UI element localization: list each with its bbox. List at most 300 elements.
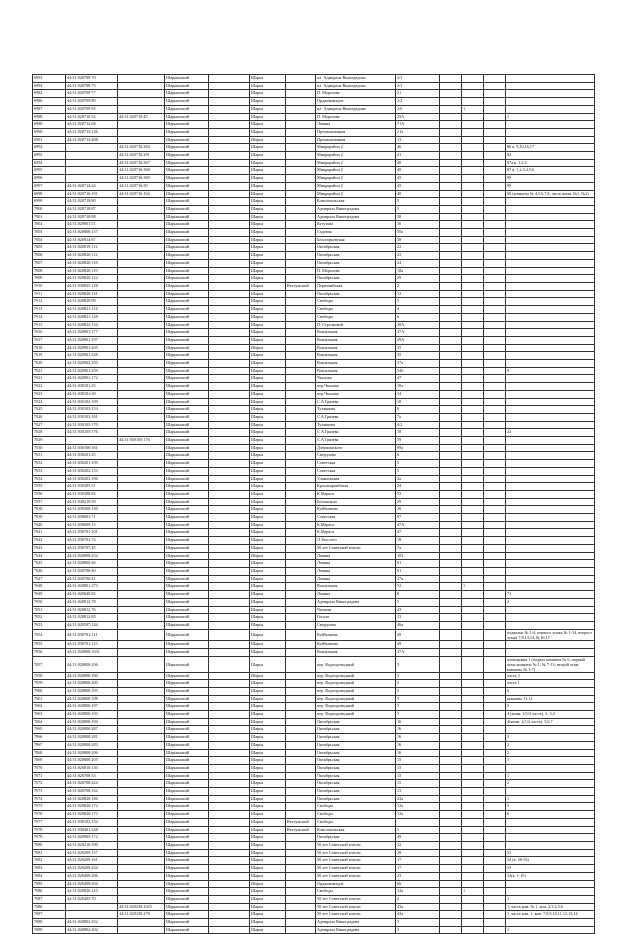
extra-cell-1 [440, 336, 462, 344]
cadastral-number: 44:31:030701:74 [66, 537, 118, 545]
city-cell: Шарья [250, 182, 286, 190]
cadastral-number-2 [118, 383, 165, 391]
note-cell [506, 537, 595, 545]
extra-cell-2 [462, 290, 484, 298]
blank-cell [209, 360, 250, 368]
extra-cell-1 [440, 252, 462, 260]
street-cell: Белогорьевская [316, 236, 396, 244]
extra-cell-1 [440, 275, 462, 283]
blank-cell [209, 229, 250, 237]
note-cell: 33 [506, 865, 595, 873]
extra-cell-2 [462, 336, 484, 344]
house-cell: 47А [396, 521, 440, 529]
row-number: 7088 [33, 919, 66, 927]
cadastral-number: 44:31:030201:109 [66, 460, 118, 468]
row-number: 6994 [33, 82, 66, 90]
row-number: 7030 [33, 444, 66, 452]
district-cell: Шарьинский [165, 703, 209, 711]
city-cell: Шарья [250, 711, 286, 719]
extra-cell-3 [484, 121, 506, 129]
quarter-cell [286, 82, 316, 90]
street-cell: пер. Водопроводный [316, 672, 396, 680]
street-cell: пл. Адмирала Виноградова [316, 105, 396, 113]
extra-cell-1 [440, 98, 462, 106]
extra-cell-1 [440, 321, 462, 329]
extra-cell-3 [484, 606, 506, 614]
street-cell: Орджоникидзе [316, 98, 396, 106]
street-cell: Микрорайон 2 [316, 175, 396, 183]
city-cell: Шарья [250, 568, 286, 576]
cadastral-number: 44:31:020800:281 [66, 734, 118, 742]
table-row [33, 560, 595, 568]
district-cell: Шарьинский [165, 159, 209, 167]
cadastral-number: 44:31:020709:70 [66, 75, 118, 83]
note-cell: 1 [506, 795, 595, 803]
extra-cell-1 [440, 398, 462, 406]
extra-cell-3 [484, 244, 506, 252]
district-cell: Шарьинский [165, 926, 209, 934]
house-cell: 49 [396, 641, 440, 649]
extra-cell-3 [484, 390, 506, 398]
blank-cell [209, 475, 250, 483]
table-row [33, 437, 595, 445]
blank-cell [209, 282, 250, 290]
cadastral-number-2 [118, 772, 165, 780]
row-number: 7070 [33, 764, 66, 772]
extra-cell-2 [462, 229, 484, 237]
district-cell: Шарьинский [165, 895, 209, 903]
house-cell: 18 [396, 398, 440, 406]
district-cell: Шарьинский [165, 152, 209, 160]
blank-cell [209, 919, 250, 927]
cadastral-number: 44:31:020901:205 [66, 344, 118, 352]
table-row [33, 764, 595, 772]
extra-cell-2 [462, 537, 484, 545]
street-cell: Промышленная [316, 136, 396, 144]
quarter-cell [286, 629, 316, 641]
extra-cell-3 [484, 398, 506, 406]
house-cell: 38 [396, 236, 440, 244]
note-cell [506, 641, 595, 649]
extra-cell-2 [462, 298, 484, 306]
extra-cell-1 [440, 136, 462, 144]
street-cell: Куйбышева [316, 506, 396, 514]
row-number: 7035 [33, 483, 66, 491]
extra-cell-3 [484, 105, 506, 113]
note-cell: 1 [506, 926, 595, 934]
extra-cell-2 [462, 321, 484, 329]
district-cell: Шарьинский [165, 460, 209, 468]
quarter-cell [286, 128, 316, 136]
row-number: 7082 [33, 857, 66, 865]
district-cell: Шарьинский [165, 182, 209, 190]
street-cell: пер. Водопроводный [316, 695, 396, 703]
street-cell: Октябрьская [316, 718, 396, 726]
row-number: 7087 [33, 895, 66, 903]
extra-cell-2 [462, 498, 484, 506]
street-cell: Октябрьская [316, 259, 396, 267]
quarter-cell [286, 429, 316, 437]
extra-cell-3 [484, 641, 506, 649]
extra-cell-2 [462, 221, 484, 229]
district-cell: Шарьинский [165, 537, 209, 545]
cadastral-number-2 [118, 872, 165, 880]
house-cell: 3 [396, 919, 440, 927]
row-number: 6995 [33, 152, 66, 160]
cadastral-number: 44:31:020800:1031 [66, 648, 118, 656]
cadastral-number: 44:31:020718:88 [66, 213, 118, 221]
city-cell: Шарья [250, 452, 286, 460]
row-number: 7011 [33, 290, 66, 298]
row-number: 7061 [33, 695, 66, 703]
blank-cell [209, 205, 250, 213]
house-cell: 16 [396, 749, 440, 757]
note-cell [506, 128, 595, 136]
house-cell: 47 [396, 375, 440, 383]
extra-cell-1 [440, 734, 462, 742]
extra-cell-2 [462, 568, 484, 576]
city-cell: Шарья [250, 795, 286, 803]
note-cell [506, 221, 595, 229]
quarter-cell [286, 849, 316, 857]
extra-cell-1 [440, 467, 462, 475]
quarter-cell [286, 903, 316, 911]
quarter-cell [286, 205, 316, 213]
extra-cell-1 [440, 521, 462, 529]
table-row [33, 648, 595, 656]
quarter-cell [286, 811, 316, 819]
house-cell: 16 [396, 221, 440, 229]
cadastral-number: 44:31:020800:46 [66, 560, 118, 568]
note-cell: подвальн № 1-4, первого этажа № 1-14, второго этажа 7,8,13,14,16,16,17 [506, 629, 595, 641]
cadastral-number-2 [118, 467, 165, 475]
note-cell [506, 306, 595, 314]
district-cell: Шарьинский [165, 849, 209, 857]
quarter-cell [286, 583, 316, 591]
cadastral-number: 44:31:020709:89 [66, 98, 118, 106]
city-cell: Шарья [250, 121, 286, 129]
cadastral-number-2 [118, 329, 165, 337]
table-row [33, 795, 595, 803]
district-cell: Шарьинский [165, 167, 209, 175]
cadastral-number [66, 144, 118, 152]
cadastral-number-2: 44:31:020716:367 [118, 159, 165, 167]
house-cell: 3 [396, 680, 440, 688]
extra-cell-1 [440, 857, 462, 865]
cadastral-number: 44:31:030701:111 [66, 629, 118, 641]
note-cell [506, 826, 595, 834]
district-cell: Шарьинский [165, 552, 209, 560]
district-cell: Шарьинский [165, 888, 209, 896]
blank-cell [209, 795, 250, 803]
cadastral-number: 44:31:020709:77 [66, 90, 118, 98]
note-cell [506, 352, 595, 360]
extra-cell-3 [484, 842, 506, 850]
note-cell [506, 313, 595, 321]
cadastral-number-2 [118, 621, 165, 629]
district-cell: Шарьинский [165, 105, 209, 113]
cadastral-number: 44:31:020801:51 [66, 221, 118, 229]
blank-cell [209, 329, 250, 337]
district-cell: Шарьинский [165, 629, 209, 641]
district-cell: Шарьинский [165, 764, 209, 772]
extra-cell-3 [484, 90, 506, 98]
street-cell: Советская [316, 514, 396, 522]
row-number: 7083 [33, 865, 66, 873]
extra-cell-3 [484, 521, 506, 529]
cadastral-number-2 [118, 552, 165, 560]
city-cell: Шарья [250, 444, 286, 452]
extra-cell-2 [462, 865, 484, 873]
house-cell: 43а [396, 903, 440, 911]
house-cell: 3 [396, 656, 440, 672]
city-cell: Шарья [250, 490, 286, 498]
quarter-cell [286, 159, 316, 167]
city-cell: Шарья [250, 429, 286, 437]
table-row [33, 826, 595, 834]
house-cell: 34б [396, 367, 440, 375]
cadastral-number-2 [118, 259, 165, 267]
extra-cell-1 [440, 865, 462, 873]
extra-cell-1 [440, 244, 462, 252]
note-cell [506, 764, 595, 772]
city-cell: Шарья [250, 90, 286, 98]
street-cell: С.А.Грязева [316, 429, 396, 437]
note-cell [506, 290, 595, 298]
extra-cell-3 [484, 544, 506, 552]
cadastral-number-2 [118, 680, 165, 688]
cadastral-number: 44:31:030300:150 [66, 506, 118, 514]
house-cell: 5 [396, 298, 440, 306]
note-cell [506, 329, 595, 337]
street-cell: Белинского [316, 498, 396, 506]
row-number: 7031 [33, 452, 66, 460]
house-cell: 15 [396, 780, 440, 788]
house-cell: 29 [396, 498, 440, 506]
blank-cell [209, 105, 250, 113]
city-cell: Шарья [250, 865, 286, 873]
table-row [33, 857, 595, 865]
table-row [33, 321, 595, 329]
table-row [33, 136, 595, 144]
cadastral-number [66, 152, 118, 160]
house-cell: 29 [396, 275, 440, 283]
extra-cell-2 [462, 136, 484, 144]
district-cell: Шарьинский [165, 329, 209, 337]
table-row [33, 213, 595, 221]
table-row [33, 780, 595, 788]
house-cell: 81 [396, 568, 440, 576]
cadastral-number: 44:31:030106:161 [66, 444, 118, 452]
cadastral-number-2 [118, 406, 165, 414]
street-cell: пер. Водопроводный [316, 680, 396, 688]
cadastral-number: 44:31:020820:186 [66, 795, 118, 803]
cadastral-number: 44:31:020820:112 [66, 252, 118, 260]
quarter-cell [286, 521, 316, 529]
quarter-cell [286, 641, 316, 649]
extra-cell-3 [484, 282, 506, 290]
street-cell: Кутузова [316, 221, 396, 229]
cadastral-number: 44:31:020708:162 [66, 788, 118, 796]
extra-cell-1 [440, 575, 462, 583]
row-number: 6987 [33, 105, 66, 113]
house-cell: 52 [396, 583, 440, 591]
city-cell: Шарья [250, 888, 286, 896]
city-cell: Шарья [250, 703, 286, 711]
quarter-cell [286, 695, 316, 703]
extra-cell-2 [462, 475, 484, 483]
cadastral-number-2 [118, 475, 165, 483]
note-cell [506, 452, 595, 460]
cadastral-number-2 [118, 375, 165, 383]
cadastral-number: 44:31:020802:202 [66, 926, 118, 934]
table-row [33, 159, 595, 167]
row-number: 7001 [33, 213, 66, 221]
quarter-cell: Ветлужский [286, 818, 316, 826]
table-row [33, 629, 595, 641]
city-cell: Шарья [250, 329, 286, 337]
table-row [33, 275, 595, 283]
street-cell: П. Стрелковой [316, 321, 396, 329]
cadastral-number: 44:31:020822:134 [66, 321, 118, 329]
row-number: 7032 [33, 460, 66, 468]
extra-cell-2 [462, 880, 484, 888]
row-number: 7018 [33, 344, 66, 352]
table-row [33, 498, 595, 506]
note-cell: 3 [506, 734, 595, 742]
cadastral-number-2 [118, 757, 165, 765]
note-cell: 3 [506, 803, 595, 811]
house-cell: 15 [396, 772, 440, 780]
extra-cell-1 [440, 544, 462, 552]
house-cell: 40 [396, 167, 440, 175]
note-cell: часть 1 [506, 680, 595, 688]
quarter-cell [286, 336, 316, 344]
cadastral-number: 44:31:030401:348 [66, 826, 118, 834]
cadastral-number: 44:31:020706:40 [66, 568, 118, 576]
extra-cell-1 [440, 267, 462, 275]
note-cell [506, 82, 595, 90]
extra-cell-1 [440, 621, 462, 629]
table-row [33, 568, 595, 576]
city-cell: Шарья [250, 113, 286, 121]
district-cell: Шарьинский [165, 911, 209, 919]
city-cell: Шарья [250, 911, 286, 919]
house-cell: 81 [396, 560, 440, 568]
cadastral-number: 44:31:020800:198 [66, 695, 118, 703]
cadastral-number: 44:31:020709:73 [66, 82, 118, 90]
extra-cell-1 [440, 367, 462, 375]
cadastral-number: 44:31:020820:99 [66, 298, 118, 306]
row-number: 6991 [33, 136, 66, 144]
district-cell: Шарьинский [165, 687, 209, 695]
extra-cell-1 [440, 182, 462, 190]
row-number: 7047 [33, 575, 66, 583]
cadastral-number: 44:31:020820:172 [66, 803, 118, 811]
note-cell: 34 (к. 26-33) [506, 857, 595, 865]
extra-cell-2 [462, 757, 484, 765]
city-cell: Шарья [250, 788, 286, 796]
blank-cell [209, 718, 250, 726]
extra-cell-3 [484, 568, 506, 576]
table-row [33, 167, 595, 175]
extra-cell-2: 1 [462, 583, 484, 591]
city-cell: Шарья [250, 336, 286, 344]
cadastral-number-2 [118, 795, 165, 803]
district-cell: Шарьинский [165, 421, 209, 429]
extra-cell-1 [440, 818, 462, 826]
district-cell: Шарьинский [165, 282, 209, 290]
row-number: 7034 [33, 475, 66, 483]
row-number: 6998 [33, 190, 66, 198]
street-cell: Чапаева [316, 606, 396, 614]
district-cell: Шарьинский [165, 648, 209, 656]
extra-cell-3 [484, 267, 506, 275]
house-cell: 5 [396, 467, 440, 475]
district-cell: Шарьинский [165, 606, 209, 614]
row-number: 7087 [33, 911, 66, 919]
street-cell: Микрорайон 2 [316, 190, 396, 198]
city-cell: Шарья [250, 780, 286, 788]
note-cell [506, 406, 595, 414]
extra-cell-2: 1 [462, 105, 484, 113]
table-row [33, 467, 595, 475]
blank-cell [209, 888, 250, 896]
street-cell: Свободы [316, 811, 396, 819]
city-cell: Шарья [250, 198, 286, 206]
extra-cell-1 [440, 121, 462, 129]
extra-cell-3 [484, 229, 506, 237]
cadastral-number: 44:31:020821:128 [66, 313, 118, 321]
cadastral-number-2 [118, 741, 165, 749]
cadastral-number-2 [118, 506, 165, 514]
extra-cell-1 [440, 483, 462, 491]
district-cell: Шарьинский [165, 213, 209, 221]
cadastral-number-2 [118, 452, 165, 460]
quarter-cell [286, 834, 316, 842]
blank-cell [209, 711, 250, 719]
extra-cell-1 [440, 298, 462, 306]
row-number: 6992 [33, 144, 66, 152]
extra-cell-2 [462, 360, 484, 368]
district-cell: Шарьинский [165, 413, 209, 421]
table-row [33, 872, 595, 880]
cadastral-number: 44:31:030103:161 [66, 413, 118, 421]
extra-cell-1 [440, 506, 462, 514]
blank-cell [209, 198, 250, 206]
quarter-cell [286, 498, 316, 506]
street-cell: Вокзальная [316, 329, 396, 337]
street-cell: Гоголя [316, 614, 396, 622]
extra-cell-2 [462, 926, 484, 934]
cadastral-number-2 [118, 726, 165, 734]
blank-cell [209, 749, 250, 757]
cadastral-number: 44:31:030601:71 [66, 514, 118, 522]
extra-cell-3 [484, 205, 506, 213]
cadastral-number: 44:31:020712:68 [66, 121, 118, 129]
cadastral-number: 44:31:020800:200 [66, 680, 118, 688]
row-number: 7021 [33, 375, 66, 383]
city-cell: Шарья [250, 144, 286, 152]
extra-cell-2 [462, 919, 484, 927]
district-cell: Шарьинский [165, 344, 209, 352]
quarter-cell [286, 672, 316, 680]
cadastral-number-2 [118, 298, 165, 306]
street-cell: Л.Толстого [316, 537, 396, 545]
quarter-cell [286, 560, 316, 568]
extra-cell-1 [440, 656, 462, 672]
cadastral-number: 44:31:020718:87 [66, 205, 118, 213]
